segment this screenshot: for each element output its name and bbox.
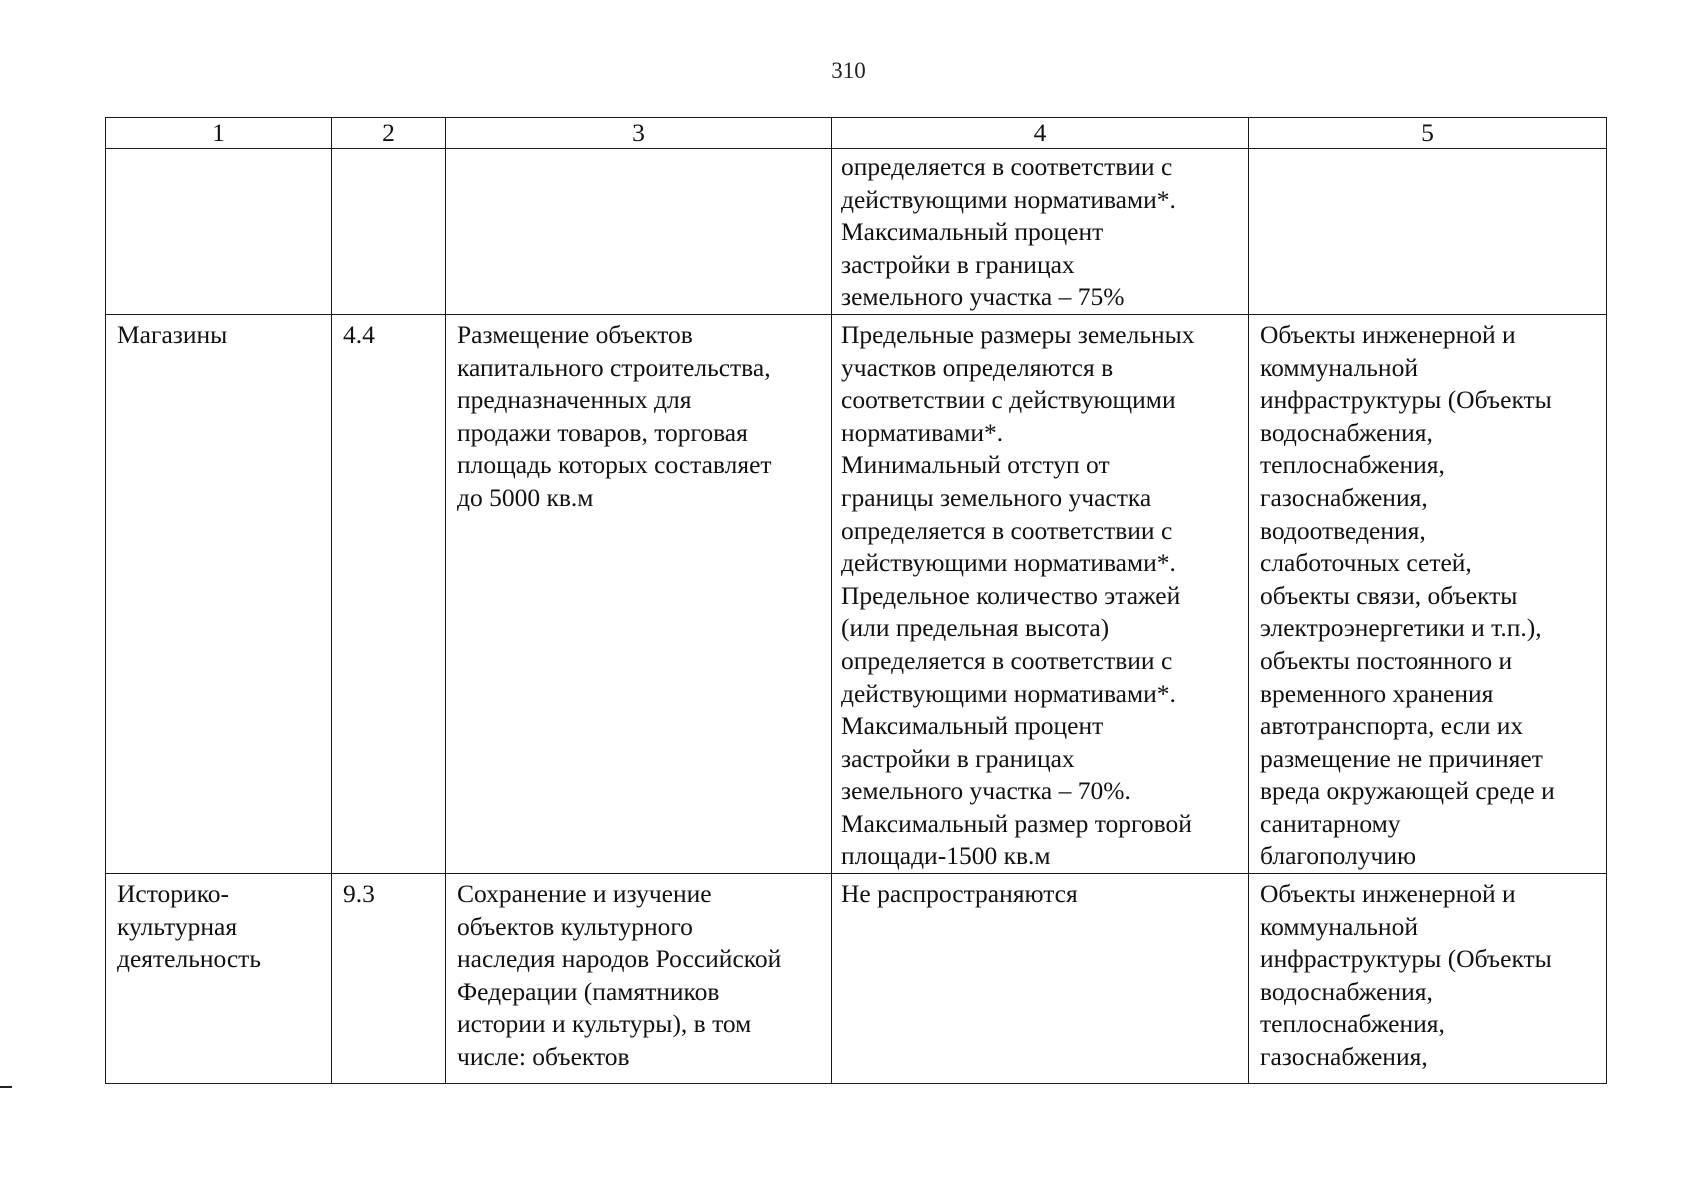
cell-text-line: инфраструктуры (Объекты (1260, 385, 1552, 415)
cell-description (446, 874, 832, 1084)
cell-text-line: деятельность (117, 944, 261, 974)
cell-text-line: водоснабжения, (1260, 417, 1433, 447)
cell-parameters (832, 874, 1249, 1084)
table-row-shops (106, 314, 1607, 873)
cell-text-line: теплоснабжения, (1260, 1009, 1445, 1039)
cell-description (446, 314, 832, 873)
cell-text-line: Размещение объектов (457, 319, 693, 349)
column-header-1: 1 (106, 118, 332, 149)
cell-code (332, 314, 446, 873)
cell-text-line: наследия народов Российской (457, 944, 782, 974)
cell-text-line: водоснабжения, (1260, 976, 1433, 1006)
cell-auxiliary-uses (1249, 314, 1607, 873)
cell-text-line: до 5000 кв.м (457, 482, 594, 512)
cell-text-line: Историко- (117, 879, 230, 909)
cell-text-line: определяется в соответствии с (841, 645, 1173, 675)
cell-text-line: земельного участка – 75% (841, 282, 1125, 312)
cell-text-line: Не распространяются (841, 879, 1078, 909)
cell-auxiliary-uses (1249, 874, 1607, 1084)
cell-code (332, 149, 446, 315)
column-header-5: 5 (1249, 118, 1607, 149)
margin-mark (0, 1086, 12, 1088)
cell-text-line: действующими нормативами*. (841, 678, 1176, 708)
regulations-table (105, 117, 1607, 1084)
cell-text-line: Максимальный процент (841, 217, 1104, 247)
column-header-3: 3 (446, 118, 832, 149)
cell-parameters (832, 314, 1249, 873)
cell-text-line: теплоснабжения, (1260, 450, 1445, 480)
cell-text-line: объекты связи, объекты (1260, 580, 1518, 610)
cell-description (446, 149, 832, 315)
cell-text-line: автотранспорта, если их (1260, 711, 1524, 741)
cell-text-line: нормативами*. (841, 417, 1004, 447)
cell-text-line: Федерации (памятников (457, 976, 720, 1006)
cell-text-line: культурная (117, 911, 238, 941)
cell-parameters (832, 149, 1249, 315)
cell-text-line: Максимальный процент (841, 711, 1104, 741)
cell-text-line: коммунальной (1260, 911, 1418, 941)
cell-text-line: продажи товаров, торговая (457, 417, 748, 447)
cell-text-line: Максимальный размер торговой (841, 808, 1192, 838)
cell-auxiliary-uses (1249, 149, 1607, 315)
cell-text-line: вреда окружающей среде и (1260, 776, 1555, 806)
cell-text-line: коммунальной (1260, 352, 1418, 382)
cell-text-line: определяется в соответствии с (841, 515, 1173, 545)
cell-use-type (106, 874, 332, 1084)
page-number: 310 (831, 58, 866, 83)
cell-use-type (106, 149, 332, 315)
cell-use-type (106, 314, 332, 873)
cell-text-line: числе: объектов (457, 1042, 630, 1072)
cell-text-line: определяется в соответствии с (841, 152, 1173, 181)
cell-text-line: соответствии с действующими (841, 385, 1176, 415)
cell-text-line: Предельное количество этажей (841, 580, 1181, 610)
column-header-4: 4 (832, 118, 1249, 149)
cell-text-line: капитального строительства, (457, 352, 771, 382)
cell-text-line: участков определяются в (841, 352, 1114, 382)
cell-text-line: объектов культурного (457, 911, 693, 941)
cell-text-line: электроэнергетики и т.п.), (1260, 613, 1542, 643)
table-row-historical-cultural (106, 874, 1607, 1084)
cell-text-line: газоснабжения, (1260, 1042, 1428, 1072)
cell-text-line: инфраструктуры (Объекты (1260, 944, 1552, 974)
cell-text-line: площадь которых составляет (457, 450, 772, 480)
cell-text-line: застройки в границах (841, 743, 1075, 773)
cell-text-line: газоснабжения, (1260, 482, 1428, 512)
cell-text-line: благополучию (1260, 841, 1417, 871)
cell-text-line: площади-1500 кв.м (841, 841, 1051, 871)
cell-text-line: границы земельного участка (841, 482, 1152, 512)
cell-text-line: Объекты инженерной и (1260, 319, 1516, 349)
cell-text-line: Предельные размеры земельных (841, 319, 1195, 349)
cell-text-line: действующими нормативами*. (841, 548, 1176, 578)
cell-text-line: 4.4 (343, 319, 375, 349)
column-header-2: 2 (332, 118, 446, 149)
table-row-continued (106, 149, 1607, 315)
cell-text-line: Магазины (117, 319, 228, 349)
cell-text-line: действующими нормативами*. (841, 184, 1176, 214)
cell-text-line: временного хранения (1260, 678, 1494, 708)
cell-text-line: истории и культуры), в том (457, 1009, 752, 1039)
cell-text-line: Сохранение и изучение (457, 879, 712, 909)
cell-text-line: слаботочных сетей, (1260, 548, 1472, 578)
cell-text-line: Объекты инженерной и (1260, 879, 1516, 909)
cell-text-line: размещение не причиняет (1260, 743, 1543, 773)
cell-text-line: 9.3 (343, 879, 375, 909)
cell-code (332, 874, 446, 1084)
cell-text-line: водоотведения, (1260, 515, 1426, 545)
cell-text-line: санитарному (1260, 808, 1401, 838)
cell-text-line: (или предельная высота) (841, 613, 1110, 643)
cell-text-line: земельного участка – 70%. (841, 776, 1131, 806)
table-header-row (106, 118, 1607, 149)
cell-text-line: Минимальный отступ от (841, 450, 1110, 480)
cell-text-line: застройки в границах (841, 249, 1075, 279)
cell-text-line: объекты постоянного и (1260, 645, 1513, 675)
cell-text-line: предназначенных для (457, 385, 692, 415)
